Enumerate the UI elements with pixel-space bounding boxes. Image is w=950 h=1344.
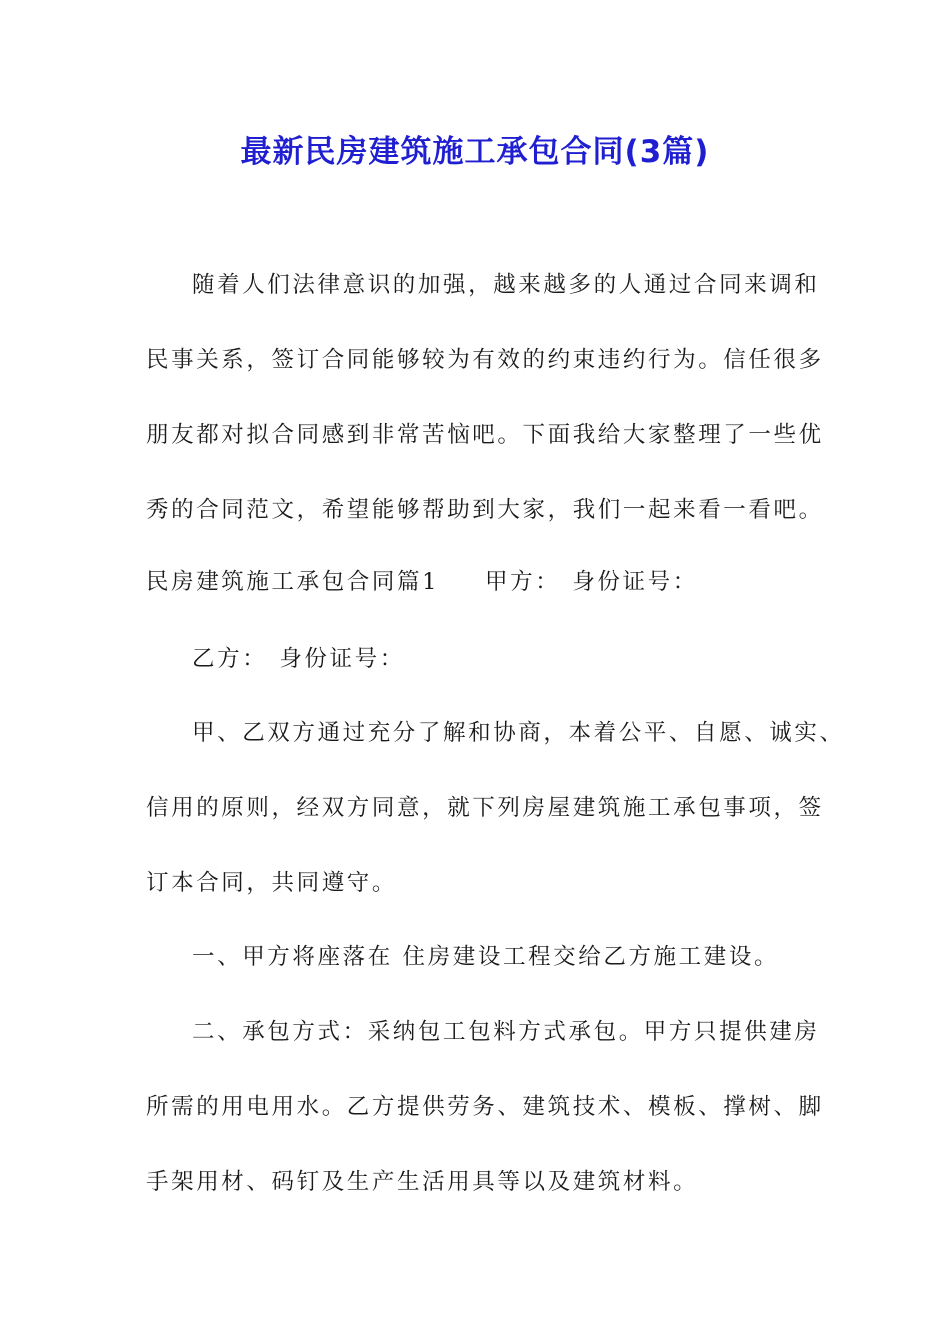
party-a-label: 甲方： (485, 569, 561, 595)
document-title: 最新民房建筑施工承包合同(3篇) (240, 134, 710, 170)
clause-2-line: 所需的用电用水。乙方提供劳务、建筑技术、模板、撑树、脚 (146, 1094, 824, 1120)
intro-paragraph-line: 民事关系，签订合同能够较为有效的约束违约行为。信任很多 (146, 347, 824, 373)
clause-2-line: 二、承包方式：采纳包工包料方式承包。甲方只提供建房 (192, 1019, 820, 1045)
clause-1: 一、甲方将座落在 住房建设工程交给乙方施工建设。 (192, 944, 780, 970)
section-heading-line (146, 566, 698, 598)
intro-paragraph-line: 随着人们法律意识的加强，越来越多的人通过合同来调和 (192, 272, 820, 298)
clause-2-line: 手架用材、码钉及生产生活用具等以及建筑材料。 (146, 1169, 699, 1195)
party-b-label: 乙方： (192, 646, 268, 672)
party-a-id-label: 身份证号： (572, 569, 698, 595)
agreement-paragraph-line: 甲、乙双方通过充分了解和协商，本着公平、自愿、诚实、 (192, 720, 845, 746)
party-b-id-label: 身份证号： (279, 646, 405, 672)
party-b-line (192, 643, 405, 675)
section-heading: 民房建筑施工承包合同篇1 (146, 569, 440, 595)
intro-paragraph-line: 朋友都对拟合同感到非常苦恼吧。下面我给大家整理了一些优 (146, 422, 824, 448)
intro-paragraph-line: 秀的合同范文，希望能够帮助到大家，我们一起来看一看吧。 (146, 497, 824, 523)
agreement-paragraph-line: 信用的原则，经双方同意，就下列房屋建筑施工承包事项，签 (146, 795, 824, 821)
agreement-paragraph-line: 订本合同，共同遵守。 (146, 870, 398, 896)
